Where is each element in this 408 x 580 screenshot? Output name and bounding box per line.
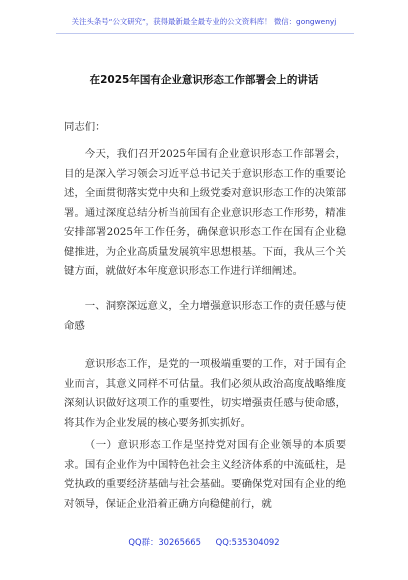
paragraph-block-2	[64, 355, 346, 433]
paragraph-block-1	[64, 145, 346, 282]
footer-contact	[0, 536, 408, 548]
section-heading-block	[64, 297, 346, 336]
footer-qq: QQ:535304092	[215, 537, 280, 547]
paragraph-intro: 今天，我们召开2025年国有企业意识形态工作部署会，目的是深入学习领会习近平总书记关于意识形态工作的重要论述，全面贯彻落实党中央和上级党委对意识形态工作的决策部署。通过深度总结分析当前国有企业意识形态工作形势，精准安排部署2025年工作任务，确保意识形态工作在国有企业稳健推进，为企业高质量发展筑牢思想根基。下面，我从三个关键方面，就做好本年度意识形态工作进行详细阐述。	[64, 148, 346, 277]
paragraph-significance: 意识形态工作，是党的一项极端重要的工作，对于国有企业而言，其意义同样不可估量。我们必须从政治高度战略维度深刻认识做好这项工作的重要性，切实增强责任感与使命感，将其作为企业发展的核心要务抓实抓好。	[64, 358, 346, 429]
document-title: 在2025年国有企业意识形态工作部署会上的讲话	[89, 74, 319, 86]
section-heading-1: 一、洞察深远意义，全力增强意识形态工作的责任感与使命感	[64, 300, 346, 332]
paragraph-block-3	[64, 436, 346, 514]
footer-qq-group: QQ群：30265665	[128, 537, 201, 547]
header-promo-note: 关注头条号“公文研究”，获得最新最全最专业的公文资料库！ 微信：gongwenyj	[71, 17, 337, 26]
greeting: 同志们：	[64, 121, 106, 133]
header-divider	[56, 33, 354, 34]
greeting-block	[64, 118, 346, 138]
paragraph-subsection-1: （一）意识形态工作是坚持党对国有企业领导的本质要求。国有企业作为中国特色社会主义经济体系的中流砥柱，是党执政的重要经济基础与社会基础。要确保党对国有企业的绝对领导，保证企业沿着正确方向稳健前行，就	[64, 439, 346, 510]
